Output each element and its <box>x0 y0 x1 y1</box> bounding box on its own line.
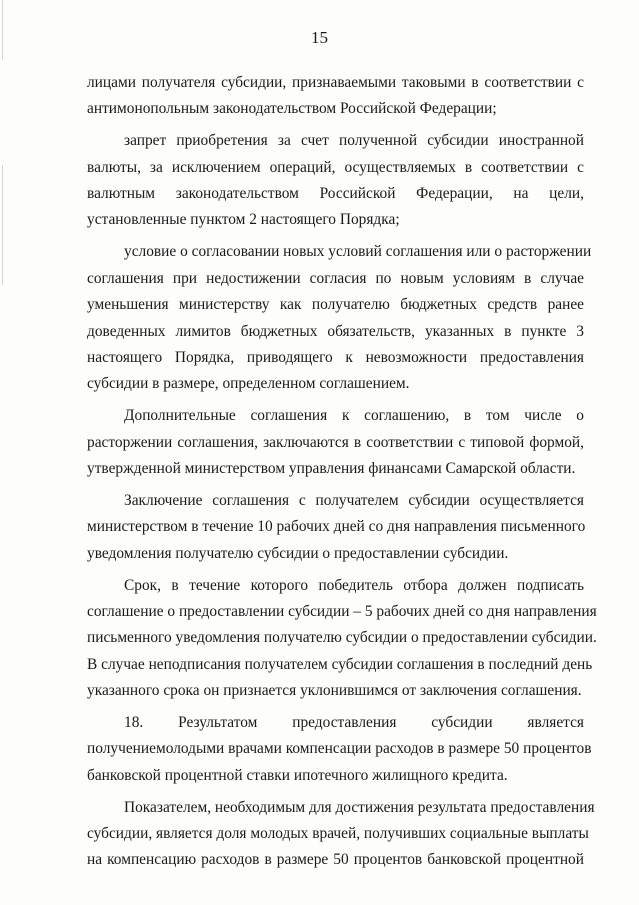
text-line: условие о согласовании новых условий соглашения или о расторжении <box>124 243 592 261</box>
text-line: получениемолодыми врачами компенсации расходов в размере 50 процентов <box>87 740 592 758</box>
text-line: соглашения при недостижении согласия по новым условиям в случае <box>87 269 584 287</box>
text-line: валюты, за исключением операций, осуществляемых в соответствии с <box>87 158 584 176</box>
text-line: банковской процентной ставки ипотечного жилищного кредита. <box>87 766 508 784</box>
text-line: расторжении соглашения, заключаются в соответствии с типовой формой, <box>87 433 584 451</box>
text-line: соглашение о предоставлении субсидии – 5 рабочих дней со дня направления <box>87 602 597 620</box>
text-line: министерством в течение 10 рабочих дней со дня направления письменного <box>87 518 586 536</box>
text-line: письменного уведомления получателю субсидии о предоставлении субсидии. <box>87 629 597 647</box>
text-line: доведенных лимитов бюджетных обязательств, указанных в пункте 3 <box>87 322 584 340</box>
text-line: Показателем, необходимым для достижения результата предоставления <box>124 798 595 816</box>
document-body <box>87 70 597 874</box>
text-line: утвержденной министерством управления финансами Самарской области. <box>87 459 576 477</box>
text-line: указанного срока он признается уклонившимся от заключения соглашения. <box>87 682 582 700</box>
text-line: валютным законодательством Российской Федерации, на цели, <box>87 185 584 203</box>
text-line: Дополнительные соглашения к соглашению, в том числе о <box>124 407 584 425</box>
text-line: В случае неподписания получателем субсидии соглашения в последний день <box>87 655 593 673</box>
text-line: уведомления получателю субсидии о предоставлении субсидии. <box>87 544 509 562</box>
text-line: настоящего Порядка, приводящего к невозможности предоставления <box>87 348 584 366</box>
text-line: 18. Результатом предоставления субсидии является <box>124 713 584 731</box>
text-line: установленные пунктом 2 настоящего Порядка; <box>87 211 400 229</box>
text-line: Заключение соглашения с получателем субсидии осуществляется <box>124 491 584 509</box>
text-line: антимонопольным законодательством Российской Федерации; <box>87 100 497 118</box>
text-line: Срок, в течение которого победитель отбора должен подписать <box>124 576 584 594</box>
text-line: уменьшения министерству как получателю бюджетных средств ранее <box>87 296 584 314</box>
text-line: субсидии в размере, определенном соглашением. <box>87 375 410 393</box>
text-line: лицами получателя субсидии, признаваемыми таковыми в соответствии с <box>87 74 584 91</box>
scan-edge-mark <box>2 165 3 285</box>
text-line: на компенсацию расходов в размере 50 процентов банковской процентной <box>87 851 584 869</box>
text-line: субсидии, является доля молодых врачей, получивших социальные выплаты <box>87 825 589 843</box>
text-line: запрет приобретения за счет полученной субсидии иностранной <box>124 132 584 150</box>
page-number: 15 <box>311 28 328 47</box>
